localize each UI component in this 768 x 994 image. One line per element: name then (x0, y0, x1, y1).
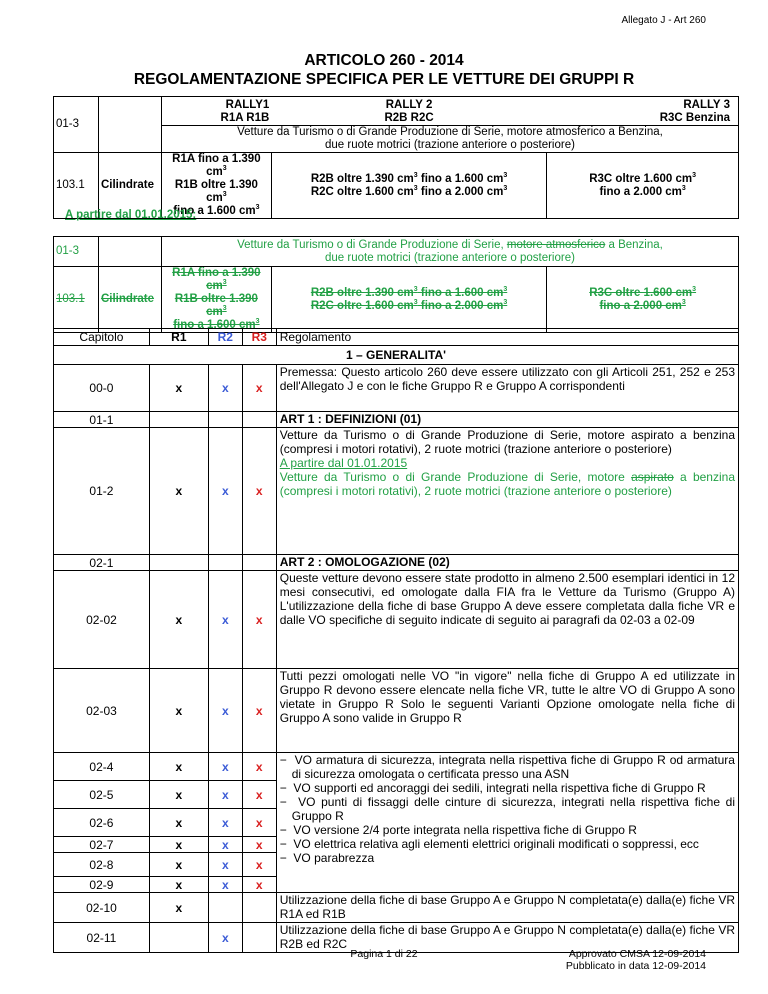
list-item: − VO versione 2/4 porte integrata nella rispettiva fiche di Gruppo R (279, 823, 637, 837)
mark-r2: x (208, 669, 242, 753)
mark-r2: x (208, 923, 242, 953)
mark-r1: x (149, 809, 208, 837)
regulation-text: Queste vetture devono essere state prodotto in almeno 2.500 esemplari identici in 12 mesi consecutivi, ed omologate dalla FIA fra le Vetture da Turismo (Gruppo A) L'utilizzazione della fiche di base Gruppo A deve essere completata dalla fiche VR e dalle VO specifiche di seguito indicate di seguito ai paragrafi da 02-03 a 02-09 (276, 571, 738, 669)
regulation-text: Premessa: Questo articolo 260 deve essere utilizzato con gli Articoli 251, 252 e 253 dell'Allegato J e con le fiche Gruppo R e Gruppo A corrispondenti (276, 365, 738, 412)
r3-displacement: R3C oltre 1.600 $cm^3$ fino a 2.000 $cm^3$ (547, 267, 739, 333)
rally2-header: RALLY 2 R2B R2C (271, 97, 546, 126)
r3-displacement: R3C oltre 1.600 $cm^3$ fino a 2.000 $cm^3$ (547, 153, 739, 219)
mark-r3: x (242, 877, 276, 893)
chapter-code: 02-10 (54, 893, 150, 923)
article-heading: ART 2 : OMOLOGAZIONE (02) (276, 555, 738, 571)
vo-list (276, 753, 738, 893)
r2-displacement: R2B oltre 1.390 $cm^3$ fino a 1.600 $cm^3$ R2C oltre 1.600 $cm^3$ fino a 2.000 $cm^3$ (271, 267, 547, 333)
footer-approval: Approvato CMSA 12-09-2014 Pubblicato in data 12-09-2014 (565, 948, 706, 972)
chapter-code: 02-4 (54, 753, 150, 781)
cilindrate-label: Cilindrate (98, 153, 161, 219)
rally3-header: RALLY 3 R3C Benzina (547, 97, 739, 126)
header-regolamento: Regolamento (276, 329, 738, 346)
rally1-header: RALLY1 R1A R1B (161, 97, 271, 126)
chapter-code: 00-0 (54, 365, 150, 412)
mark-r2: x (208, 753, 242, 781)
mark-r3: x (242, 571, 276, 669)
mark-r1: x (149, 877, 208, 893)
mark-r1: x (149, 893, 208, 923)
code-cell: 01-3 (54, 97, 99, 153)
mark-r2: x (208, 365, 242, 412)
mark-r1: x (149, 571, 208, 669)
class-table (53, 96, 739, 219)
article-heading: ART 1 : DEFINIZIONI (01) (276, 412, 738, 428)
chapter-code: 02-8 (54, 853, 150, 877)
chapter-code: 01-2 (54, 428, 150, 555)
chapter-code: 02-6 (54, 809, 150, 837)
cilindrate-label: Cilindrate (98, 267, 161, 333)
r1-displacement: R1A fino a 1.390 $cm^3$ R1B oltre 1.390 $cm^3$ fino a 1.600 $cm^3$ (161, 267, 271, 333)
regulation-text: Utilizzazione della fiche di base Gruppo A e Gruppo N completata(e) dalla(e) fiche VR R1A ed R1B (276, 893, 738, 923)
mark-r3: x (242, 809, 276, 837)
mark-r1: x (149, 365, 208, 412)
mark-r3: x (242, 781, 276, 809)
mark-r1: x (149, 669, 208, 753)
mark-r2: x (208, 428, 242, 555)
mark-r2: x (208, 837, 242, 853)
list-item: − VO armatura di sicurezza, integrata nella rispettiva fiche di Gruppo R od armatura di sicurezza omologata o certificata presso una ASN (279, 753, 735, 781)
mark-r3: x (242, 669, 276, 753)
list-item: − VO parabrezza (279, 851, 375, 865)
header-r2: R2 (208, 329, 242, 346)
mark-r2: x (208, 877, 242, 893)
regulation-text: Utilizzazione della fiche di base Gruppo A e Gruppo N completata(e) dalla(e) fiche VR R2B ed R2C (276, 923, 738, 953)
header-r1: R1 (149, 329, 208, 346)
mark-r2: x (208, 809, 242, 837)
header-r3: R3 (242, 329, 276, 346)
code-cell: 01-3 (54, 237, 99, 267)
amended-description: Vetture da Turismo o di Grande Produzione di Serie, motore atmosferico a Benzina, due ruote motrici (trazione anteriore o posteriore) (161, 237, 738, 267)
r1-displacement: R1A fino a 1.390 $cm^3$ R1B oltre 1.390 $cm^3$ fino a 1.600 $cm^3$ (161, 153, 271, 219)
mark-r1: x (149, 428, 208, 555)
category-description: Vetture da Turismo o di Grande Produzione di Serie, motore atmosferico a Benzina, due ruote motrici (trazione anteriore o posteriore) (161, 126, 738, 153)
r2-displacement: R2B oltre 1.390 $cm^3$ fino a 1.600 $cm^3$ R2C oltre 1.600 $cm^3$ fino a 2.000 $cm^3$ (271, 153, 546, 219)
chapter-code: 02-1 (54, 555, 150, 571)
mark-r3: x (242, 365, 276, 412)
mark-r1: x (149, 853, 208, 877)
regulation-text: Tutti pezzi omologati nelle VO "in vigore" nella fiche di Gruppo A ed utilizzate in Gruppo R devono essere elencate nella fiche VR, tutte le altre VO di Gruppo A sono vietate in Gruppo R Solo le seguenti Varianti Opzione omologate nella fiche di Gruppo A sono valide in Gruppo R (276, 669, 738, 753)
page-title: ARTICOLO 260 - 2014 (304, 52, 464, 69)
section-title: 1 – GENERALITA' (54, 346, 739, 365)
mark-r1: x (149, 781, 208, 809)
chapter-code: 01-1 (54, 412, 150, 428)
mark-r1: x (149, 753, 208, 781)
mark-r3: x (242, 428, 276, 555)
chapter-code: 02-5 (54, 781, 150, 809)
regulation-text: Vetture da Turismo o di Grande Produzione di Serie, motore aspirato a benzina (compresi i motori rotativi), 2 ruote motrici (trazione anteriore o posteriore) A partire dal 01.01.2015 Vetture da Turismo o di Grande Produzione di Serie, motore aspirato a benzina (compresi i motori rotativi), 2 ruote motrici (trazione anteriore o posteriore) (276, 428, 738, 555)
page-header: Allegato J - Art 260 (621, 15, 706, 26)
mark-r3: x (242, 837, 276, 853)
mark-r2: x (208, 571, 242, 669)
code-cell: 103.1 (54, 267, 99, 333)
chapter-code: 02-11 (54, 923, 150, 953)
list-item: − VO punti di fissaggi delle cinture di sicurezza, integrati nella rispettiva fiche di Gruppo R (279, 795, 735, 823)
header-capitolo: Capitolo (54, 329, 150, 346)
code-cell: 103.1 (54, 153, 99, 219)
mark-r1: x (149, 837, 208, 853)
mark-r2: x (208, 781, 242, 809)
chapter-code: 02-03 (54, 669, 150, 753)
regulation-table (53, 328, 739, 953)
chapter-code: 02-02 (54, 571, 150, 669)
list-item: − VO supporti ed ancoraggi dei sedili, integrati nella rispettiva fiche di Gruppo R (279, 781, 706, 795)
chapter-code: 02-9 (54, 877, 150, 893)
chapter-code: 02-7 (54, 837, 150, 853)
mark-r3: x (242, 853, 276, 877)
list-item: − VO elettrica relativa agli elementi elettrici originali modificati o soppressi, ecc (279, 837, 699, 851)
mark-r3: x (242, 753, 276, 781)
effective-date-note: A partire dal 01.01.2015: (65, 209, 197, 221)
amended-class-table (53, 236, 739, 333)
page-subtitle: REGOLAMENTAZIONE SPECIFICA PER LE VETTURE DEI GRUPPI R (133, 71, 635, 88)
mark-r2: x (208, 853, 242, 877)
page-number: Pagina 1 di 22 (350, 948, 418, 960)
